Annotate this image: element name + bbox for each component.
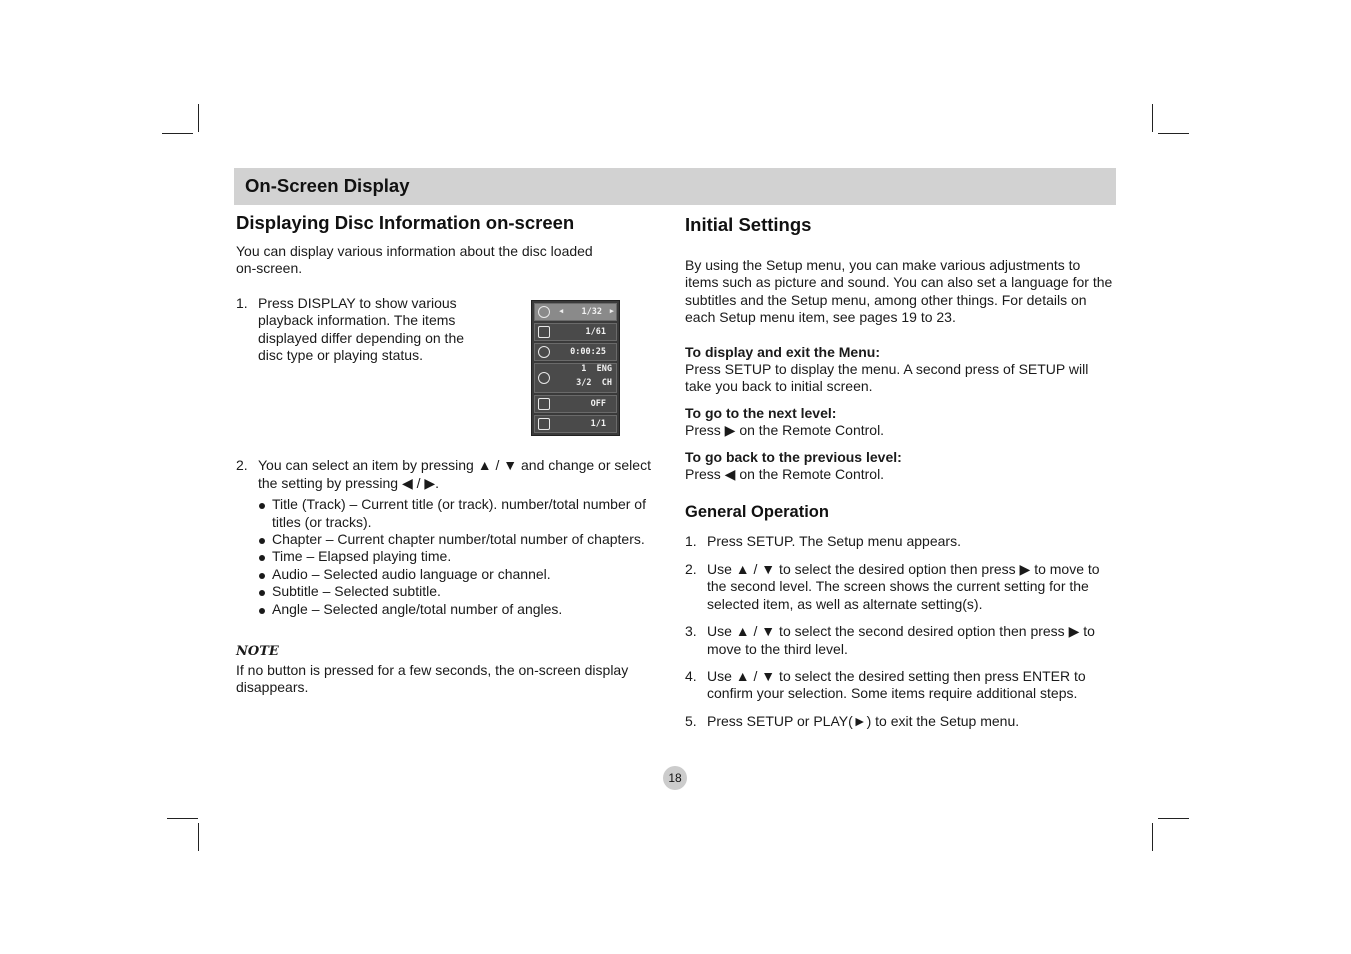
step-text: Press SETUP. The Setup menu appears. [707,533,961,550]
osd-title-row [534,303,617,321]
osd-time-row [534,343,617,361]
osd-audio-row [534,363,617,393]
left-column [236,212,666,696]
general-step-5 [685,713,1115,730]
osd-title-value: 1/32 [581,307,602,317]
list-item: Chapter – Current chapter number/total number of chapters. [258,531,666,548]
step-number: 1. [685,533,697,550]
step-text: Press SETUP or PLAY(►) to exit the Setup menu. [707,712,1020,729]
general-step-2 [685,561,1115,613]
osd-subtitle-row [534,395,617,413]
crop-mark [1158,133,1189,134]
disc-info-intro: You can display various information about the disc loaded on-screen. [236,243,593,277]
general-operation-heading: General Operation [685,503,829,522]
subtitle-icon [538,398,550,410]
prev-level-title: To go back to the previous level: [685,448,902,465]
osd-audio-line2: 3/2 CH [576,377,612,388]
osd-audio-line1: 1 ENG [581,364,612,374]
right-column [685,214,1115,730]
clock-icon [538,346,550,358]
arrow-right-icon: ▶ [609,307,614,315]
chapter-icon [538,326,550,338]
osd-time-value: 0:00:25 [570,347,606,357]
crop-mark [1158,818,1189,819]
next-level-text: Press ▶ on the Remote Control. [685,422,885,439]
list-item: Angle – Selected angle/total number of angles. [258,601,666,618]
crop-mark [198,104,199,132]
general-step-1 [685,533,1115,550]
section-header-bar [234,168,1116,205]
crop-mark [1152,104,1153,132]
note-title: NOTE [236,644,279,660]
step-number: 4. [685,667,697,684]
list-item: Title (Track) – Current title (or track). number/total number of titles (or tracks). [258,496,666,531]
section-title: On-Screen Display [245,175,410,196]
next-level-title: To go to the next level: [685,404,837,421]
prev-level-text: Press ◀ on the Remote Control. [685,466,885,483]
step-number: 1. [236,294,248,311]
step-text: Use ▲ / ▼ to select the desired setting then press ENTER to confirm your selection. Some items require additional steps. [707,667,1086,702]
list-item: Audio – Selected audio language or channel. [258,566,666,583]
step-number: 3. [685,623,697,640]
display-exit-text: Press SETUP to display the menu. A second press of SETUP will take you back to initial screen. [685,361,1089,395]
step-text: Press DISPLAY to show various playback information. The items displayed differ depending on the disc type or playing status. [258,294,465,364]
general-step-4 [685,668,1115,703]
disc-info-step-2 [236,457,666,492]
info-item-list [258,496,666,618]
osd-chapter-value: 1/61 [585,327,606,337]
display-exit-title: To display and exit the Menu: [685,343,880,360]
list-item: Time – Elapsed playing time. [258,548,666,565]
crop-mark [162,133,193,134]
angle-icon [538,418,550,430]
crop-mark [167,818,198,819]
osd-angle-value: 1/1 [590,419,606,429]
disc-icon [538,306,550,318]
step-text: Use ▲ / ▼ to select the second desired option then press ▶ to move to the third level. [707,623,1095,657]
step-number: 2. [236,457,248,474]
osd-subtitle-value: OFF [590,399,606,409]
step-text: You can select an item by pressing ▲ / ▼ and change or select the setting by pressing ◀ / ▶. [258,457,651,491]
disc-info-heading: Displaying Disc Information on-screen [236,212,575,233]
osd-angle-row [534,415,617,433]
disc-info-step-1 [236,295,486,365]
crop-mark [1152,823,1153,851]
initial-settings-heading: Initial Settings [685,214,812,235]
step-number: 2. [685,560,697,577]
step-number: 5. [685,712,697,729]
crop-mark [198,823,199,851]
page-number: 18 [663,766,687,790]
headphone-icon [538,372,550,384]
note-text: If no button is pressed for a few seconds, the on-screen display disappears. [236,661,629,695]
on-screen-display-image [531,300,620,436]
initial-settings-intro: By using the Setup menu, you can make various adjustments to items such as picture and sound. You can also set a language for the subtitles and the Setup menu, among other things. For details on each Setup menu item, see pages 19 to 23. [685,257,1113,326]
osd-audio-value [576,365,612,387]
step-text: Use ▲ / ▼ to select the desired option then press ▶ to move to the second level. The screen shows the current setting for the selected item, as well as alternate setting(s). [707,560,1100,612]
osd-chapter-row [534,323,617,341]
list-item: Subtitle – Selected subtitle. [258,583,666,600]
arrow-left-icon: ◀ [559,307,564,315]
general-step-3 [685,623,1115,658]
